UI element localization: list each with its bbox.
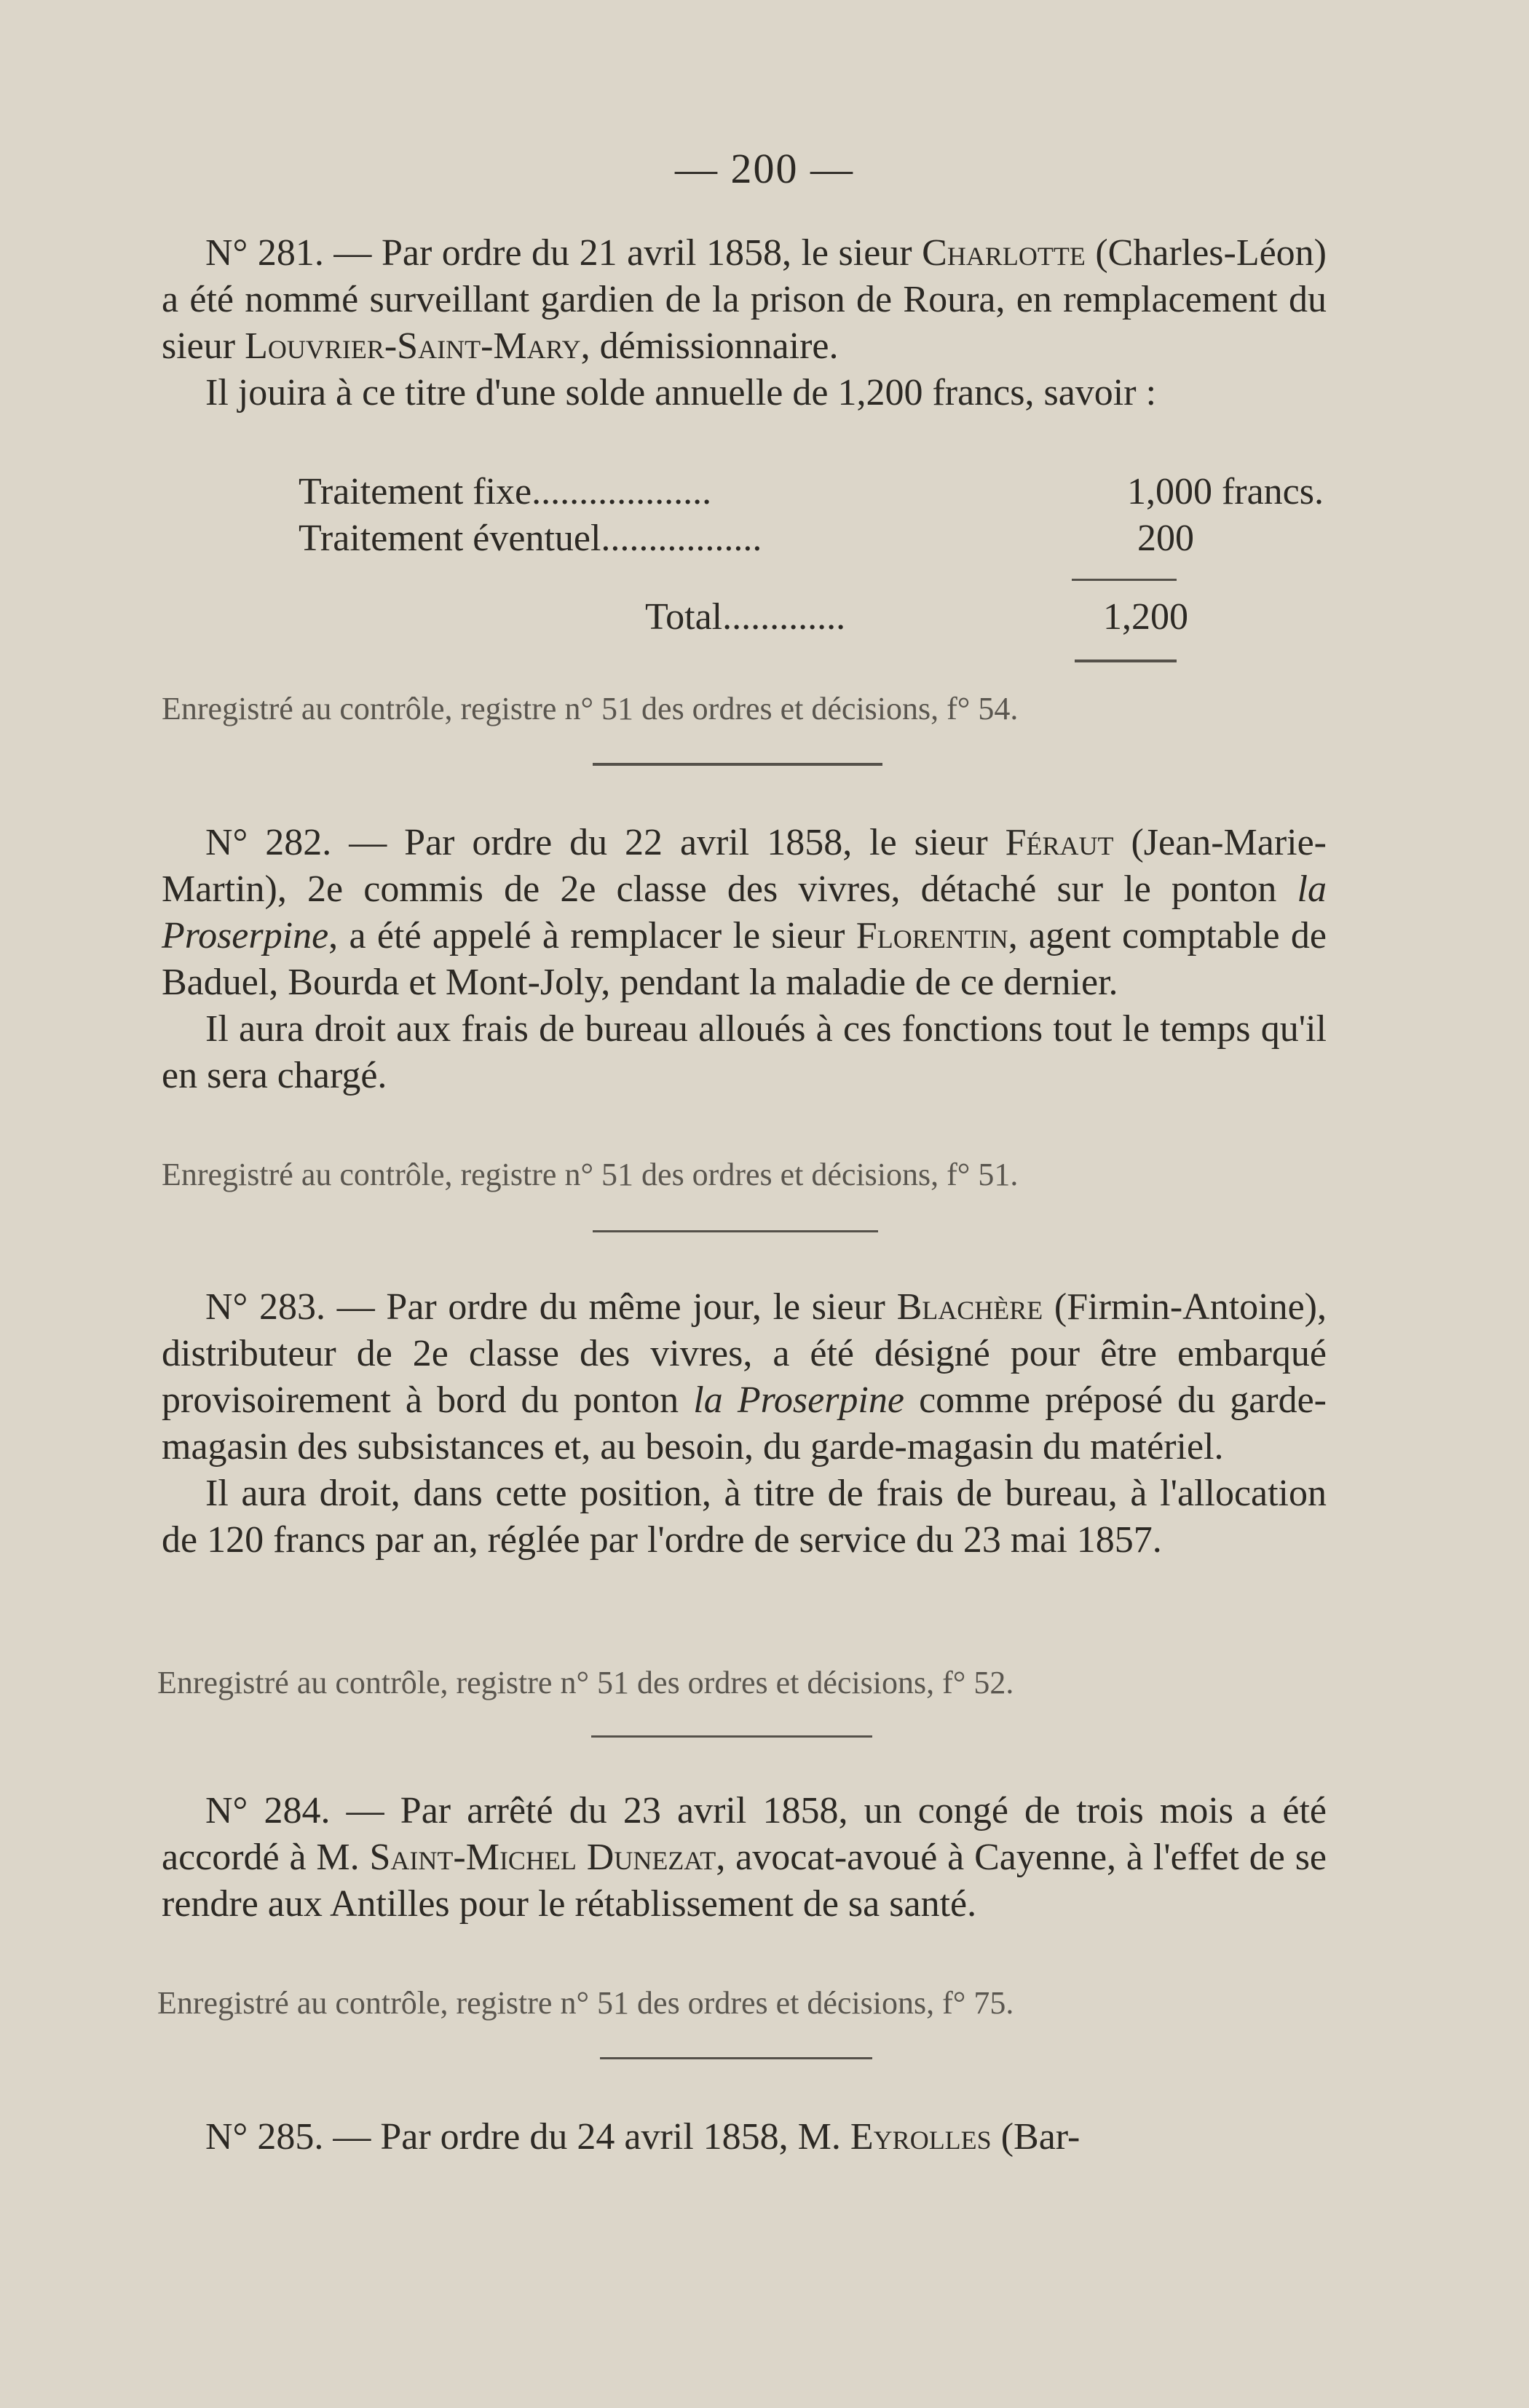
entry-282-rights-text: Il aura droit aux frais de bureau alloués à ces fonctions tout le temps qu'il en sera chargé. [162, 1008, 1327, 1096]
leader-dots: ............. [722, 596, 846, 638]
section-divider [600, 2057, 872, 2059]
ship-name: la Proserpine [162, 868, 1327, 957]
entry-281-text: N° 281. — Par ordre du 21 avril 1858, le sieur Charlotte (Charles-Léon) a été nommé surveillant gardien de la prison de Roura, en remplacement du sieur Louvrier-Saint-Mary, démissionnaire. [162, 232, 1327, 367]
person-name: Eyrolles [850, 2116, 992, 2158]
page-number: — 200 — [675, 145, 854, 192]
entry-282-text: N° 282. — Par ordre du 22 avril 1858, le sieur Féraut (Jean-Marie-Martin), 2e commis de 2e classe des vivres, détaché sur le ponton la Proserpine, a été appelé à remplacer le sieur Florentin, agent comptable de Baduel, Bourda et Mont-Joly, pendant la maladie de ce dernier. [162, 822, 1327, 1003]
person-name: Saint-Michel Dunezat [369, 1837, 716, 1878]
person-name: Charlotte [922, 232, 1086, 274]
salary-row-eventual [299, 515, 762, 562]
person-name: Blachère [896, 1286, 1043, 1328]
entry-285 [162, 2114, 1327, 2161]
registration-note: Enregistré au contrôle, registre n° 51 des ordres et décisions, f° 75. [157, 1985, 1014, 2021]
entry-284-text: N° 284. — Par arrêté du 23 avril 1858, un congé de trois mois a été accordé à M. Saint-Michel Dunezat, avocat-avoué à Cayenne, à l'effet de se rendre aux Antilles pour le rétablissement de sa santé. [162, 1790, 1327, 1925]
leader-dots: ................. [601, 518, 762, 559]
person-name: Florentin [856, 915, 1008, 957]
entry-283-rights-text: Il aura droit, dans cette position, à titre de frais de bureau, à l'allocation de 120 francs par an, réglée par l'ordre de service du 23 mai 1857. [162, 1473, 1327, 1561]
entry-283 [162, 1284, 1327, 1564]
total-label: Total [645, 596, 723, 638]
entry-281-salary-text: Il jouira à ce titre d'une solde annuelle de 1,200 francs, savoir : [205, 372, 1157, 413]
entry-281 [162, 230, 1327, 416]
section-divider [593, 1230, 878, 1232]
salary-amount-eventual: 200 [1137, 518, 1194, 559]
registration-note: Enregistré au contrôle, registre n° 51 des ordres et décisions, f° 51. [162, 1157, 1019, 1192]
entry-number: N° 281. [205, 232, 324, 274]
person-name: Féraut [1005, 822, 1114, 863]
section-divider [591, 1735, 872, 1738]
entry-283-text: N° 283. — Par ordre du même jour, le sieur Blachère (Firmin-Antoine), distributeur de 2e classe des vivres, a été désigné pour être embarqué provisoirement à bord du ponton la Proserpine comme préposé du garde-magasin des subsistances et, au besoin, du garde-magasin du matériel. [162, 1286, 1327, 1468]
entry-285-text: N° 285. — Par ordre du 24 avril 1858, M. Eyrolles (Bar- [205, 2116, 1080, 2158]
salary-total-amount: 1,200 [1103, 596, 1188, 638]
salary-label: Traitement éventuel [299, 518, 601, 559]
total-rule [1075, 660, 1177, 662]
entry-number: N° 284. [205, 1790, 331, 1831]
entry-282 [162, 820, 1327, 1099]
salary-label: Traitement fixe [299, 471, 532, 512]
registration-note: Enregistré au contrôle, registre n° 51 des ordres et décisions, f° 52. [157, 1665, 1014, 1700]
salary-amount-fixed: 1,000 francs. [1126, 471, 1324, 512]
entry-number: N° 283. [205, 1286, 326, 1328]
leader-dots: ................... [532, 471, 712, 512]
salary-row-fixed [299, 469, 711, 515]
entry-number: N° 285. [205, 2116, 324, 2158]
registration-note: Enregistré au contrôle, registre n° 51 des ordres et décisions, f° 54. [162, 691, 1019, 726]
salary-total-row [645, 594, 845, 641]
entry-284 [162, 1788, 1327, 1928]
entry-number: N° 282. [205, 822, 332, 863]
sum-rule [1072, 579, 1177, 581]
ship-name: la Proserpine [693, 1379, 904, 1421]
person-name: Louvrier-Saint-Mary [245, 325, 581, 367]
section-divider [593, 763, 882, 766]
